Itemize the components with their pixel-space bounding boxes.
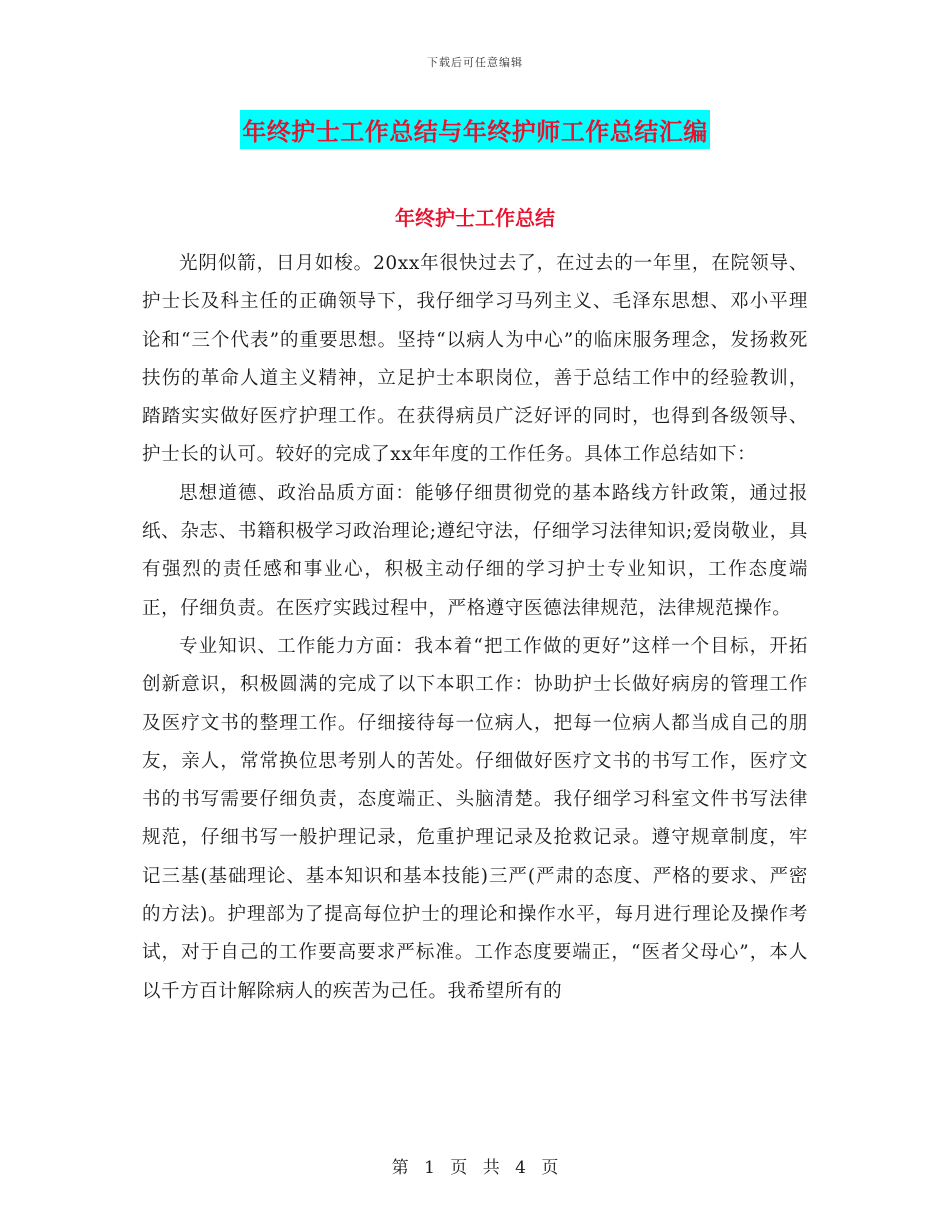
page-label-suffix: 页 (541, 1158, 559, 1178)
paragraph: 光阴似箭，日月如梭。20xx年很快过去了，在过去的一年里，在院领导、护士长及科主任的正确领导下，我仔细学习马列主义、毛泽东思想、邓小平理论和“三个代表”的重要思想。坚持“以病人为中心”的临床服务理念，发扬救死扶伤的革命人道主义精神，立足护士本职岗位，善于总结工作中的经验教训，踏踏实实做好医疗护理工作。在获得病员广泛好评的同时，也得到各级领导、护士长的认可。较好的完成了xx年年度的工作任务。具体工作总结如下： (142, 253, 808, 466)
document-body (142, 245, 808, 1011)
section-title: 年终护士工作总结 (395, 206, 555, 230)
page-label-prefix: 第 (391, 1158, 409, 1178)
total-pages: 4 (515, 1158, 526, 1178)
page-number: 1 (424, 1158, 435, 1178)
paragraph: 思想道德、政治品质方面：能够仔细贯彻党的基本路线方针政策，通过报纸、杂志、书籍积极学习政治理论;遵纪守法，仔细学习法律知识;爱岗敬业，具有强烈的责任感和事业心，积极主动仔细的学习护士专业知识，工作态度端正，仔细负责。在医疗实践过程中，严格遵守医德法律规范，法律规范操作。 (142, 482, 808, 619)
page-header-note: 下载后可任意编辑 (427, 56, 523, 69)
page-label-mid2: 共 (482, 1158, 500, 1178)
page-footer (0, 1153, 950, 1178)
document-title-container (0, 110, 950, 149)
paragraph: 专业知识、工作能力方面：我本着“把工作做的更好”这样一个目标，开拓创新意识，积极圆满的完成了以下本职工作：协助护士长做好病房的管理工作及医疗文书的整理工作。仔细接待每一位病人，把每一位病人都当成自己的朋友，亲人，常常换位思考别人的苦处。仔细做好医疗文书的书写工作，医疗文书的书写需要仔细负责，态度端正、头脑清楚。我仔细学习科室文件书写法律规范，仔细书写一般护理记录，危重护理记录及抢救记录。遵守规章制度，牢记三基(基础理论、基本知识和基本技能)三严(严肃的态度、严格的要求、严密的方法)。护理部为了提高每位护士的理论和操作水平，每月进行理论及操作考试，对于自己的工作要高要求严标准。工作态度要端正，“医者父母心”，本人以千方百计解除病人的疾苦为己任。我希望所有的 (142, 635, 808, 1002)
page-label-mid1: 页 (450, 1158, 468, 1178)
document-title: 年终护士工作总结与年终护师工作总结汇编 (240, 110, 710, 149)
